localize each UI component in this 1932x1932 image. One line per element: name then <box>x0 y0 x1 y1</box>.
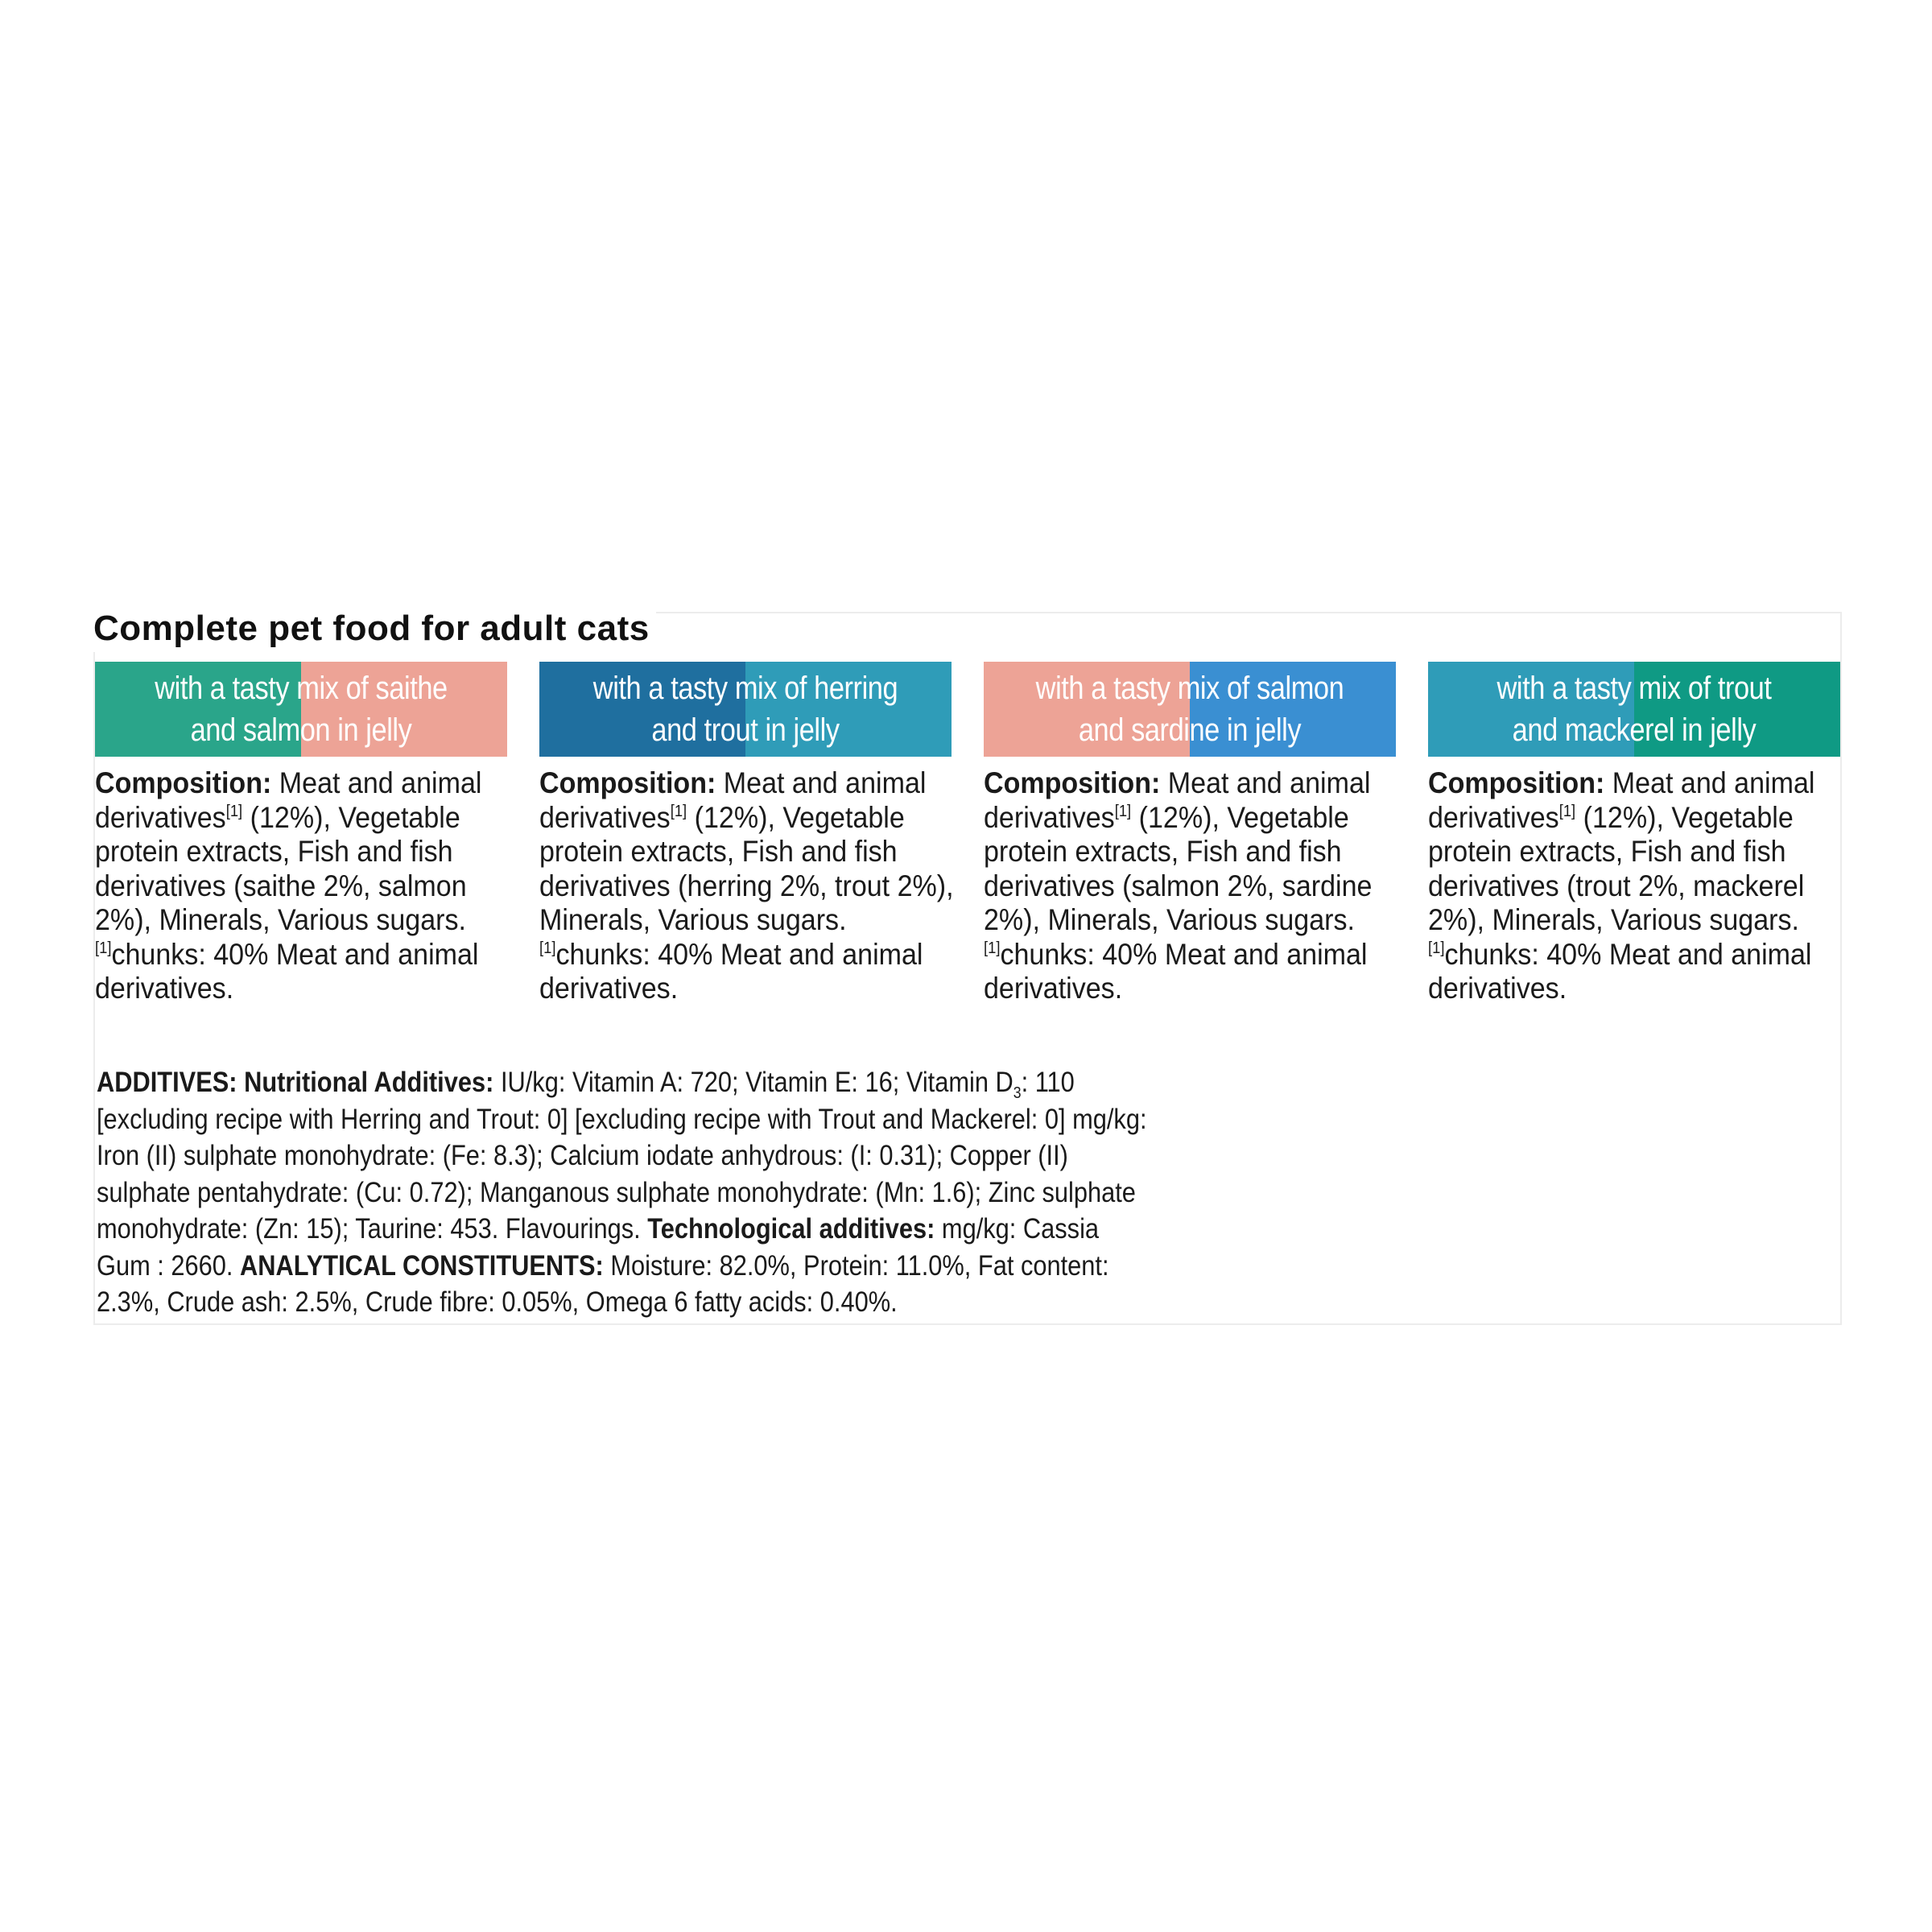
page-title: Complete pet food for adult cats <box>93 605 656 652</box>
banner-line-2: and mackerel in jelly <box>1512 712 1757 748</box>
composition-text <box>539 766 954 1006</box>
composition-text <box>984 766 1398 1006</box>
recipe-column-salmon-sardine <box>984 662 1396 1006</box>
footnote-ref: [1] <box>225 802 243 820</box>
composition-label: Composition: <box>1428 766 1605 799</box>
additives-block <box>97 1064 1159 1321</box>
additives-label: ADDITIVES: Nutritional Additives: <box>97 1067 494 1098</box>
composition-part-1: Meat and animal derivatives <box>984 766 1371 834</box>
footnote-ref: [1] <box>670 802 687 820</box>
footnote-mark: [1] <box>1428 939 1445 957</box>
recipe-column-trout-mackerel <box>1428 662 1840 1006</box>
composition-part-1: Meat and animal derivatives <box>539 766 927 834</box>
composition-part-1: Meat and animal derivatives <box>95 766 482 834</box>
analytical-constituents-label: ANALYTICAL CONSTITUENTS: <box>240 1249 604 1282</box>
recipe-banner <box>1428 662 1840 757</box>
banner-text <box>1457 662 1811 757</box>
composition-label: Composition: <box>539 766 716 799</box>
composition-part-2: (12%), Vegetable protein extracts, Fish and fish derivatives (salmon 2%, sardine 2%), Minerals, Various sugars. <box>984 800 1373 936</box>
additives-text-4: Moisture: 82.0%, Protein: 11.0%, Fat content: 2.3%, Crude ash: 2.5%, Crude fibre: 0.05%, Omega 6 fatty acids: 0.40%. <box>97 1249 1109 1318</box>
vitamin-d-subscript: 3 <box>1013 1084 1022 1102</box>
additives-text-3: mg/kg: Cassia Gum : 2660. <box>97 1213 1100 1282</box>
banner-line-1: with a tasty mix of saithe <box>155 671 448 706</box>
footnote-text: chunks: 40% Meat and animal derivatives. <box>539 937 923 1005</box>
footnote-text: chunks: 40% Meat and animal derivatives. <box>1428 937 1812 1005</box>
banner-line-2: and trout in jelly <box>651 712 840 748</box>
banner-line-1: with a tasty mix of herring <box>592 671 898 706</box>
banner-line-2: and sardine in jelly <box>1078 712 1302 748</box>
composition-text <box>1428 766 1843 1006</box>
banner-line-1: with a tasty mix of trout <box>1496 671 1772 706</box>
recipe-column-saithe-salmon <box>95 662 507 1006</box>
banner-text <box>1013 662 1367 757</box>
banner-line-2: and salmon in jelly <box>190 712 412 748</box>
footnote-mark: [1] <box>95 939 112 957</box>
recipe-banner <box>984 662 1396 757</box>
additives-text-1: IU/kg: Vitamin A: 720; Vitamin E: 16; Vitamin D <box>493 1067 1013 1098</box>
recipe-banner <box>539 662 952 757</box>
technological-additives-label: Technological additives: <box>647 1213 935 1245</box>
composition-part-1: Meat and animal derivatives <box>1428 766 1815 834</box>
composition-part-2: (12%), Vegetable protein extracts, Fish and fish derivatives (trout 2%, mackerel 2%), Minerals, Various sugars. <box>1428 800 1805 936</box>
composition-text <box>95 766 510 1006</box>
footnote-mark: [1] <box>539 939 556 957</box>
footnote-ref: [1] <box>1558 802 1576 820</box>
banner-line-1: with a tasty mix of salmon <box>1035 671 1344 706</box>
composition-part-2: (12%), Vegetable protein extracts, Fish and fish derivatives (herring 2%, trout 2%), Minerals, Various sugars. <box>539 800 954 936</box>
banner-text <box>124 662 478 757</box>
footnote-text: chunks: 40% Meat and animal derivatives. <box>95 937 479 1005</box>
footnote-mark: [1] <box>984 939 1001 957</box>
composition-label: Composition: <box>95 766 272 799</box>
footnote-ref: [1] <box>1114 802 1132 820</box>
composition-label: Composition: <box>984 766 1161 799</box>
footnote-text: chunks: 40% Meat and animal derivatives. <box>984 937 1368 1005</box>
additives-text-2: : 110 [excluding recipe with Herring and Trout: 0] [excluding recipe with Trout and Mackerel: 0] mg/kg: Iron (II) sulphate monohydrate: (Fe: 8.3); Calcium iodate anhydrous: (I: 0.31); Copper (II) sulphate pentahydrate: (Cu: 0.72); Manganous sulphate monohydrate: (Mn: 1.6); Zinc sulphate monohydrate: (Zn: 15); Taurine: 453. Flavourings. <box>97 1067 1147 1245</box>
banner-text <box>568 662 923 757</box>
recipe-banner <box>95 662 507 757</box>
composition-part-2: (12%), Vegetable protein extracts, Fish and fish derivatives (saithe 2%, salmon 2%), Minerals, Various sugars. <box>95 800 467 936</box>
recipe-column-herring-trout <box>539 662 952 1006</box>
